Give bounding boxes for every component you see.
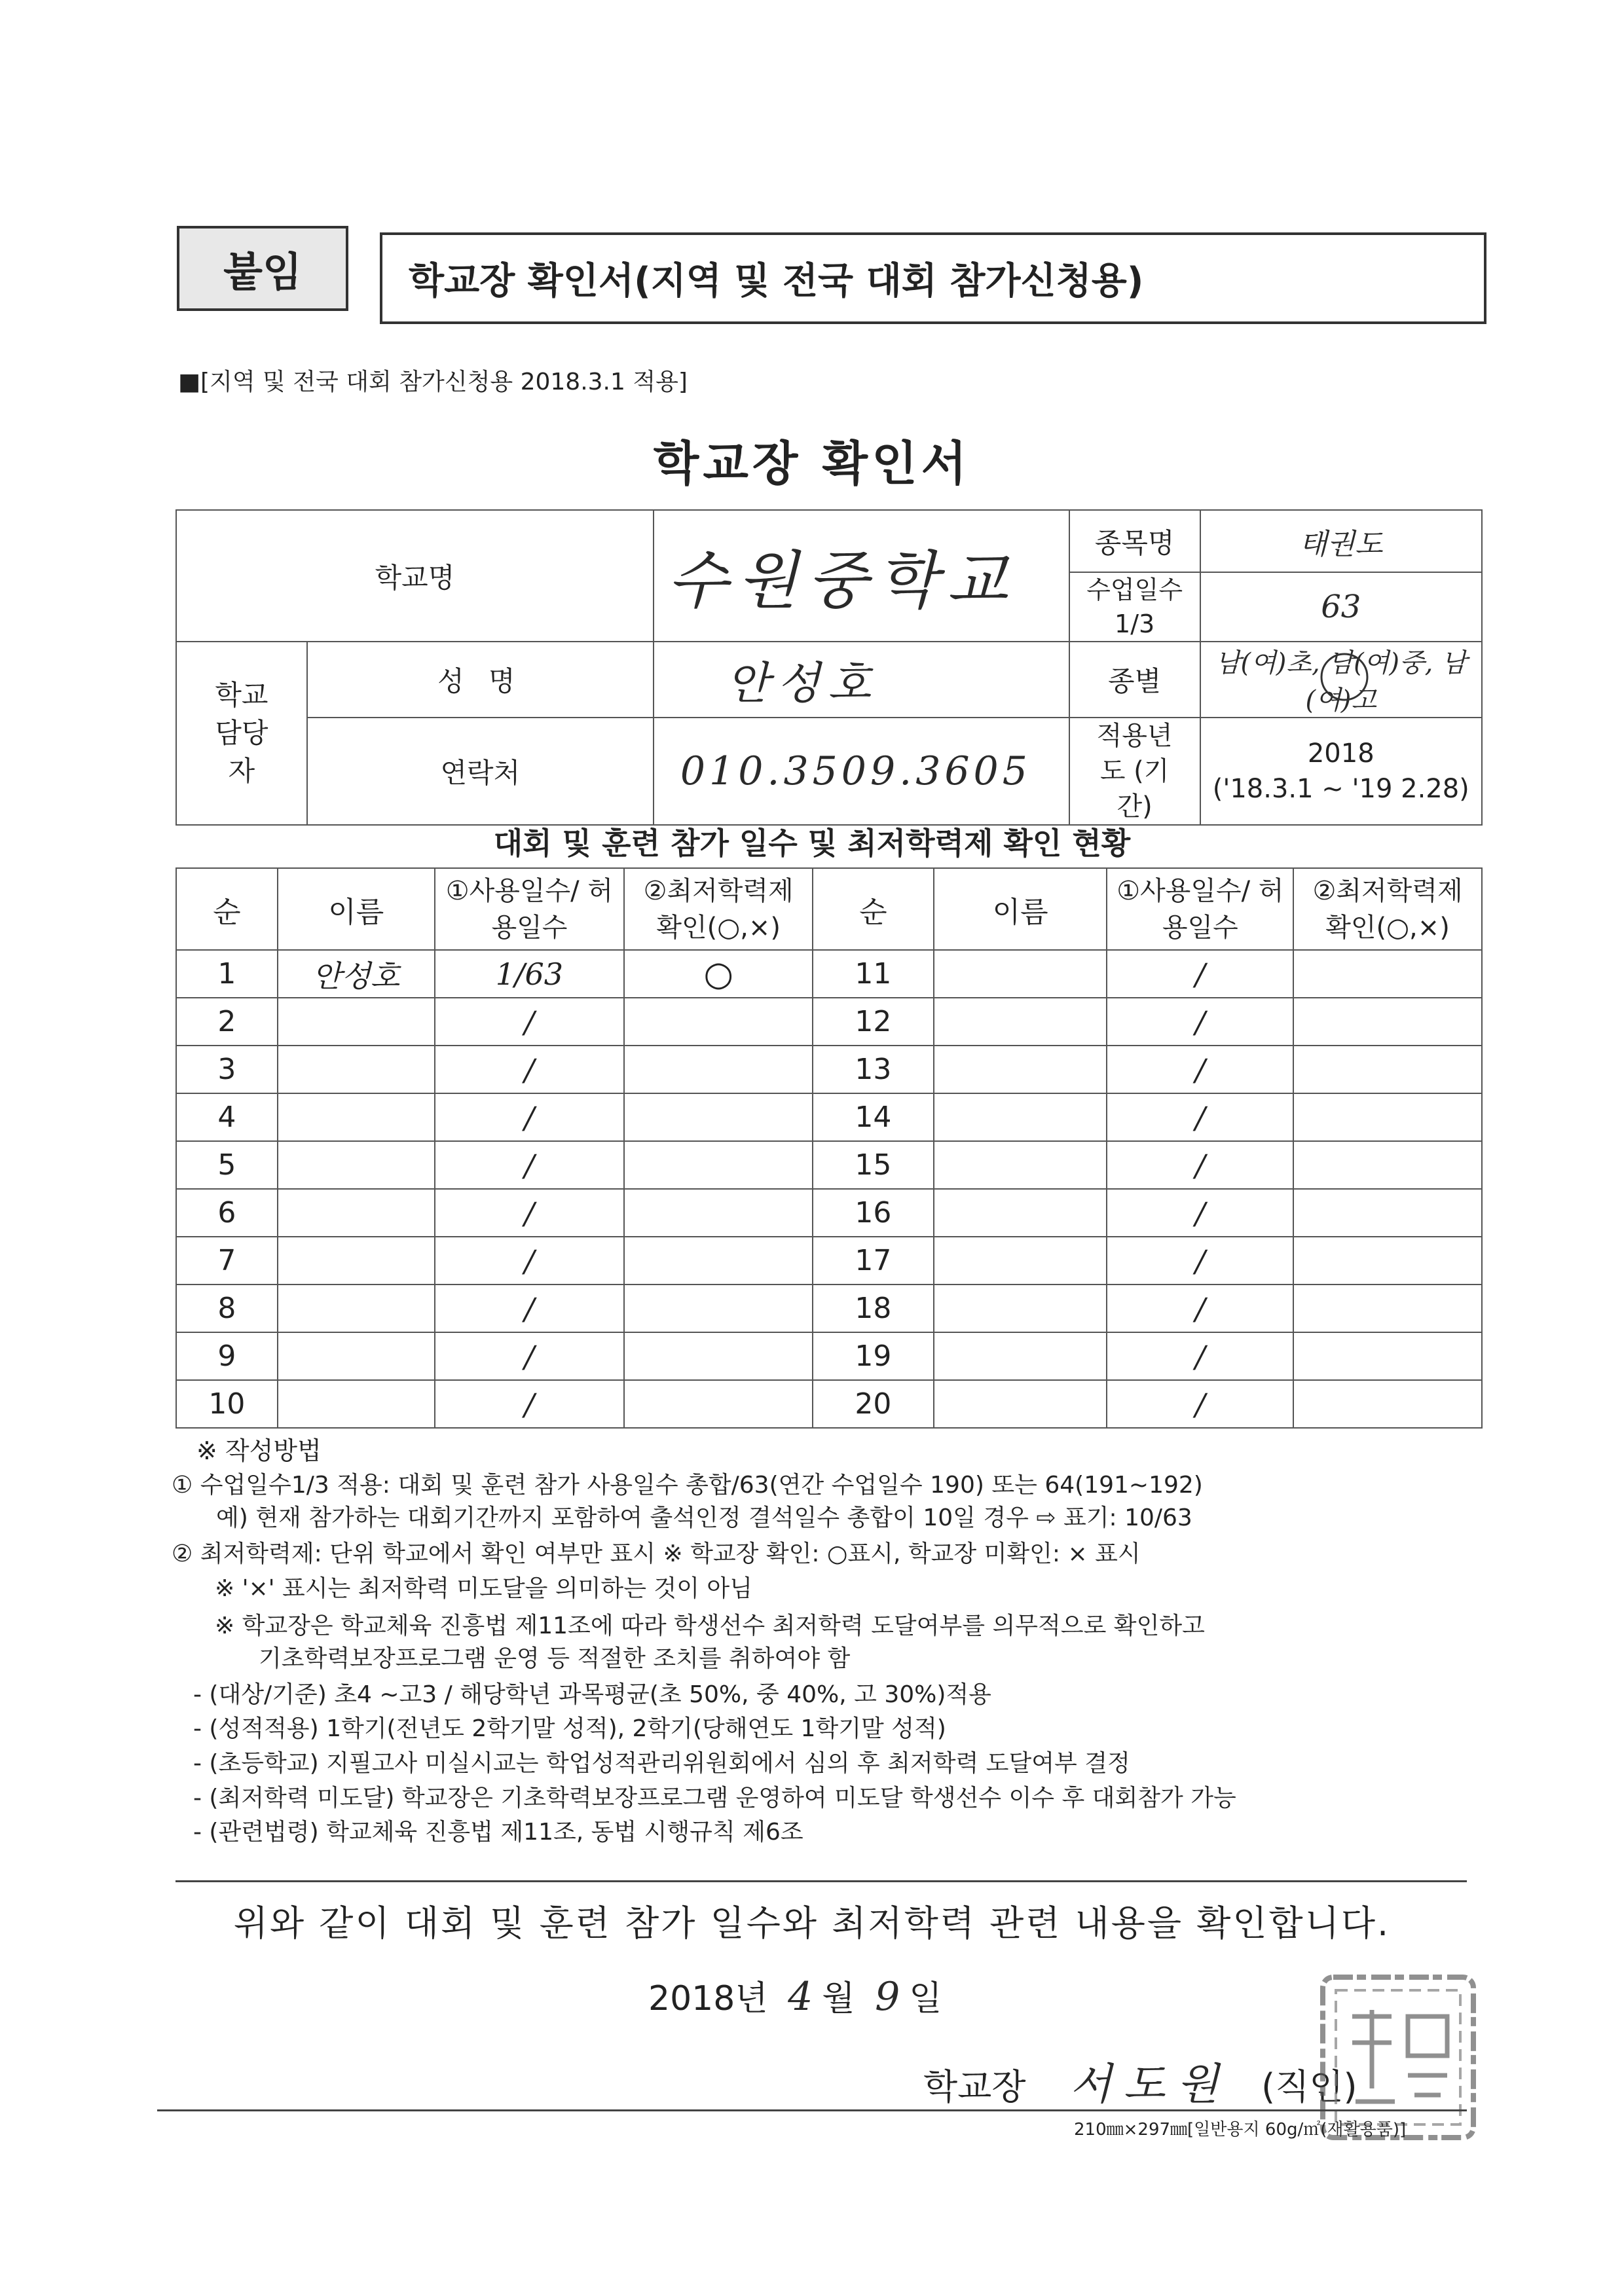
row-number: 11 [813,950,934,998]
category-value: 남(여)초, 남(여)중, 남(여)고 [1200,642,1482,718]
date-year: 2018년 [648,1979,768,2018]
row-check [624,1189,813,1237]
manager-name-label: 성 명 [307,642,654,718]
manager-contact-value: 010.3509.3605 [654,718,1069,825]
row-check [624,1285,813,1332]
school-days-label: 수업일수 1/3 [1069,572,1200,642]
row-days: / [1107,1380,1293,1428]
row-number: 9 [176,1332,278,1380]
manager-contact-label: 연락처 [307,718,654,825]
row-name [278,998,435,1046]
table-row [176,998,1482,1046]
row-check [1293,1141,1482,1189]
sport-value: 태권도 [1200,510,1482,572]
subheader: ■[지역 및 전국 대회 참가신청용 2018.3.1 적용] [178,369,688,395]
row-days: / [1107,998,1293,1046]
row-days: / [435,1189,625,1237]
row-check [1293,998,1482,1046]
row-name [934,1380,1107,1428]
sport-label: 종목명 [1069,510,1200,572]
row-number: 7 [176,1237,278,1285]
table-row [176,950,1482,998]
row-name [278,1141,435,1189]
col-header-days: ①사용일수/ 허용일수 [435,868,625,950]
row-number: 6 [176,1189,278,1237]
row-name [934,1332,1107,1380]
document-title: 학교장 확인서 [653,436,971,491]
table-row [176,1332,1482,1380]
school-days-value: 63 [1200,572,1482,642]
year-value: 2018 ('18.3.1 ~ '19 2.28) [1200,718,1482,825]
row-days: / [435,998,625,1046]
row-name [278,1093,435,1141]
principal-name: 서도원 [1069,2059,1230,2109]
section-title: 대회 및 훈련 참가 일수 및 최저학력제 확인 현황 [493,826,1131,861]
date-day: 9 [875,1974,900,2020]
table-row [176,1189,1482,1237]
row-check [624,1380,813,1428]
row-name [934,1285,1107,1332]
row-number: 18 [813,1285,934,1332]
note-line: - (성적적용) 1학기(전년도 2학기말 성적), 2학기(당해연도 1학기말 성적) [193,1715,946,1742]
row-number: 5 [176,1141,278,1189]
row-days: / [435,1380,625,1428]
date-month-unit: 월 [822,1979,855,2018]
row-check: ○ [624,950,813,998]
table-row [176,1285,1482,1332]
row-name [278,1332,435,1380]
row-number: 15 [813,1141,934,1189]
row-number: 16 [813,1189,934,1237]
participation-table [175,867,1483,1429]
note-line: - (최저학력 미도달) 학교장은 기초학력보장프로그램 운영하여 미도달 학생선수 이수 후 대회참가 가능 [193,1785,1236,1812]
row-check [624,1093,813,1141]
row-name [934,950,1107,998]
row-days: / [1107,1189,1293,1237]
row-days: / [1107,950,1293,998]
row-number: 2 [176,998,278,1046]
row-name [934,998,1107,1046]
row-name [934,1046,1107,1093]
table-row [176,1237,1482,1285]
note-line: ※ 학교장은 학교체육 진흥법 제11조에 따라 학생선수 최저학력 도달여부를 의무적으로 확인하고 [215,1613,1205,1639]
note-line: ② 최저학력제: 단위 학교에서 확인 여부만 표시 ※ 학교장 확인: ○표시, 학교장 미확인: × 표시 [172,1540,1141,1567]
row-days: / [1107,1093,1293,1141]
row-number: 19 [813,1332,934,1380]
col-header-no: 순 [813,868,934,950]
row-name: 안성호 [278,950,435,998]
note-line: 기초학력보장프로그램 운영 등 적절한 조치를 취하여야 함 [259,1645,851,1672]
row-check [624,1141,813,1189]
row-name [934,1237,1107,1285]
notes-title: ※ 작성방법 [196,1436,322,1465]
principal-line [923,2049,1357,2111]
row-number: 8 [176,1285,278,1332]
row-check [1293,1046,1482,1093]
row-number: 3 [176,1046,278,1093]
col-header-check: ②최저학력제 확인(○,×) [624,868,813,950]
category-circle-mark [1319,651,1370,702]
category-label: 종별 [1069,642,1200,718]
header-title-box [380,232,1486,324]
table-header-row [176,868,1482,950]
row-days: / [1107,1332,1293,1380]
note-line: 예) 현재 참가하는 대회기간까지 포함하여 출석인정 결석일수 총합이 10일 경우 ⇨ 표기: 10/63 [216,1504,1192,1531]
row-days: / [435,1093,625,1141]
note-line: - (초등학교) 지필고사 미실시교는 학업성적관리위원회에서 심의 후 최저학력 도달여부 결정 [193,1750,1130,1777]
note-line: ① 수업일수1/3 적용: 대회 및 훈련 참가 사용일수 총합/63(연간 수업일수 190) 또는 64(191~192) [172,1472,1203,1499]
col-header-no: 순 [176,868,278,950]
row-name [934,1093,1107,1141]
seal-label: (직인) [1261,2066,1357,2107]
row-name [278,1189,435,1237]
row-check [1293,1093,1482,1141]
date-month: 4 [788,1974,813,2020]
notes-divider [175,1880,1467,1882]
row-days: / [1107,1285,1293,1332]
table-row [176,1093,1482,1141]
date-day-unit: 일 [909,1979,942,2018]
bottom-divider [157,2109,1467,2111]
row-check [624,1046,813,1093]
row-days: / [435,1285,625,1332]
row-check [1293,1237,1482,1285]
col-header-name: 이름 [934,868,1107,950]
date-line [648,1971,942,2020]
col-header-name: 이름 [278,868,435,950]
row-days: / [435,1046,625,1093]
year-label: 적용년도 (기간) [1069,718,1200,825]
row-check [1293,1189,1482,1237]
paper-spec-footer: 210㎜×297㎜[일반용지 60g/㎡(재활용품)] [1074,2120,1407,2140]
row-days: / [1107,1237,1293,1285]
row-check [1293,1380,1482,1428]
row-number: 4 [176,1093,278,1141]
table-row [176,1380,1482,1428]
row-check [624,1332,813,1380]
attachment-label: 붙임 [223,247,302,296]
row-name [934,1189,1107,1237]
table-row [176,1046,1482,1093]
row-name [278,1285,435,1332]
row-name [278,1237,435,1285]
row-name [934,1141,1107,1189]
attachment-label-box [177,226,348,311]
row-check [1293,950,1482,998]
row-check [624,998,813,1046]
col-header-check: ②최저학력제 확인(○,×) [1293,868,1482,950]
row-number: 13 [813,1046,934,1093]
table-row [176,1141,1482,1189]
note-line: ※ '×' 표시는 최저학력 미도달을 의미하는 것이 아님 [215,1575,752,1602]
row-name [278,1046,435,1093]
note-line: - (대상/기준) 초4 ~고3 / 해당학년 과목평균(초 50%, 중 40%, 고 30%)적용 [193,1681,991,1708]
header-title: 학교장 확인서(지역 및 전국 대회 참가신청용) [409,260,1144,302]
row-days: / [435,1141,625,1189]
info-table [175,509,1483,826]
row-number: 12 [813,998,934,1046]
confirm-statement: 위와 같이 대회 및 훈련 참가 일수와 최저학력 관련 내용을 확인합니다. [233,1903,1391,1944]
row-number: 1 [176,950,278,998]
row-days: 1/63 [435,950,625,998]
row-check [1293,1332,1482,1380]
row-number: 10 [176,1380,278,1428]
row-number: 20 [813,1380,934,1428]
row-number: 14 [813,1093,934,1141]
row-days: / [435,1237,625,1285]
principal-label: 학교장 [923,2066,1026,2107]
manager-label: 학교 담당자 [176,642,307,825]
note-line: - (관련법령) 학교체육 진흥법 제11조, 동법 시행규칙 제6조 [193,1819,803,1846]
row-days: / [435,1332,625,1380]
row-number: 17 [813,1237,934,1285]
row-check [1293,1285,1482,1332]
manager-name-value: 안성호 [654,642,1069,718]
col-header-days: ①사용일수/ 허용일수 [1107,868,1293,950]
row-name [278,1380,435,1428]
row-days: / [1107,1141,1293,1189]
row-days: / [1107,1046,1293,1093]
school-name-label: 학교명 [176,510,654,642]
row-check [624,1237,813,1285]
school-name-value: 수원중학교 [654,510,1069,642]
